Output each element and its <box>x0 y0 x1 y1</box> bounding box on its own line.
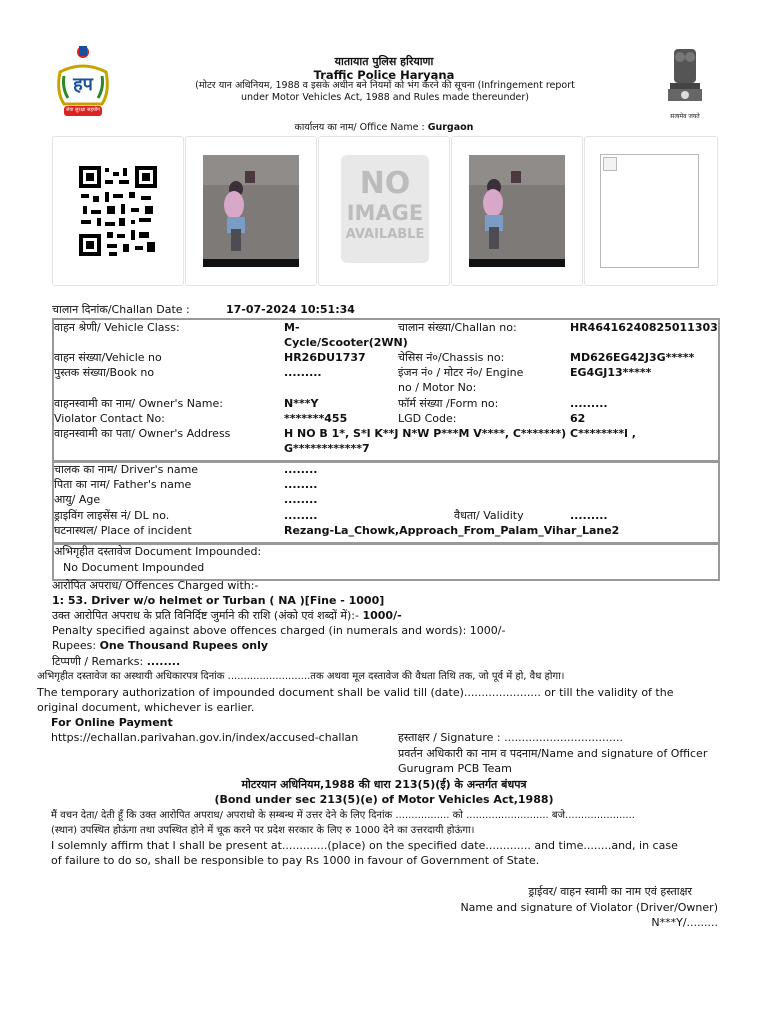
engine-label-2: no / Motor No: <box>398 381 477 394</box>
violation-photo-1-box <box>185 136 317 286</box>
fine-value: 1000/- <box>362 609 402 622</box>
remarks-line <box>52 654 180 669</box>
challan-date-value: 17-07-2024 10:51:34 <box>226 303 355 316</box>
lgd-code-label: LGD Code: <box>398 412 457 425</box>
bond-english-1: I solemnly affirm that I shall be present at.............(place) on the specified date............. and time........and, in case <box>51 839 678 852</box>
office-name <box>0 120 768 133</box>
officer-label: प्रवर्तन अधिकारी का नाम व पदनाम/Name and signature of Officer <box>398 747 708 760</box>
fine-line <box>52 608 402 623</box>
vehicle-class-value-1: M- <box>284 321 300 334</box>
lgd-code-value: 62 <box>570 412 586 425</box>
document-impounded-label: अभिगृहीत दस्तावेज Document Impounded: <box>54 545 262 558</box>
contact-label: Violator Contact No: <box>54 412 165 425</box>
engine-label-1: इंजन नं० / मोटर नं०/ Engine <box>398 366 524 379</box>
vehicle-no-value: HR26DU1737 <box>284 351 366 364</box>
fine-label: उक्त आरोपित अपराध के प्रति विनिर्दिष्ट जुर्माने की राशि (अंको एवं शब्दों में):- <box>52 609 363 622</box>
authorization-english-1: The temporary authorization of impounded document shall be valid till (date)...................... or till the validity of the <box>37 686 674 699</box>
chassis-value: MD626EG42J3G***** <box>570 351 695 364</box>
driver-name-label: चालक का नाम/ Driver's name <box>54 463 199 476</box>
title-hindi: यातायात पुलिस हरियाणा <box>334 55 434 68</box>
payment-url-link[interactable]: https://echallan.parivahan.gov.in/index/accused-challan <box>51 731 359 744</box>
left-logo-motto: सेवा सुरक्षा सहयोग <box>66 107 100 113</box>
qr-code-icon <box>79 166 157 256</box>
document-impounded-value: No Document Impounded <box>63 561 205 574</box>
violation-photo-2 <box>469 155 565 267</box>
owner-address-label: वाहनस्वामी का पता/ Owner's Address <box>54 427 231 440</box>
subtitle <box>170 80 600 104</box>
emblem-motto: सत्यमेव जयते <box>670 113 700 120</box>
offence-item-1: 1: 53. Driver w/o helmet or Turban ( NA )[Fine - 1000] <box>52 594 385 607</box>
violator-label-english: Name and signature of Violator (Driver/Owner) <box>460 901 718 914</box>
driver-name-value: ........ <box>284 463 318 476</box>
bond-heading-english: (Bond under sec 213(5)(e) of Motor Vehicles Act,1988) <box>214 793 554 806</box>
age-value: ........ <box>284 493 318 506</box>
rupees-value: One Thousand Rupees only <box>99 639 269 652</box>
bond-english-2: of failure to do so, shall be responsible to pay Rs 1000 in favour of Government of State. <box>51 854 540 867</box>
bond-hindi-1: मैं वचन देता/ देती हूँ कि उक्त आरोपित अपराध/ अपराधो के सम्बन्ध में उत्तर देने के लिए दिनांक ................. को .......................... बजे...................... <box>51 810 635 821</box>
subtitle-line-2: under Motor Vehicles Act, 1988 and Rules made thereunder) <box>241 92 529 103</box>
violation-photo-2-box <box>451 136 583 286</box>
no-image-line-3: AVAILABLE <box>345 227 425 242</box>
place-value: Rezang-La_Chowk,Approach_From_Palam_Vihar_Lane2 <box>284 524 620 537</box>
broken-image-box <box>584 136 718 286</box>
no-image-box <box>318 136 450 286</box>
validity-value: ......... <box>570 509 608 522</box>
dl-no-label: ड्राइविंग लाइसेंस नं/ DL no. <box>54 509 170 522</box>
remarks-value: ........ <box>146 655 181 668</box>
father-name-value: ........ <box>284 478 318 491</box>
owner-address-value-1: H NO B 1*, S*l K**J N*W P***M V****, C*******) C********l , <box>284 427 636 440</box>
subtitle-line-1: (मोटर यान अधिनियम, 1988 व इसके अधीन बने नियमों को भंग करने की सूचना (Infringement report <box>195 80 575 91</box>
vehicle-class-value-2: Cycle/Scooter(2WN) <box>284 336 408 349</box>
violation-photo-1 <box>203 155 299 267</box>
no-image-placeholder-icon <box>341 155 429 263</box>
no-image-line-2: IMAGE <box>346 201 424 225</box>
validity-label: वैधता/ Validity <box>454 509 524 522</box>
authorization-english-2: original document, whichever is earlier. <box>37 701 255 714</box>
challan-date-label: चालान दिनांक/Challan Date : <box>52 303 190 316</box>
place-label: घटनास्थल/ Place of incident <box>54 524 192 537</box>
age-label: आयु/ Age <box>54 493 101 506</box>
rupees-label: Rupees: <box>52 639 100 652</box>
qr-code-box <box>52 136 184 286</box>
bond-hindi-2: (स्थान) उपस्थित होऊंगा तथा उपस्थित होने में चूक करने पर प्रदेश सरकार के लिए रु 1000 देने का उत्तरदायी होऊंगा। <box>51 825 475 836</box>
bond-heading-hindi: मोटरयान अधिनियम,1988 की धारा 213(5)(ई) के अन्तर्गत बंधपत्र <box>241 778 527 791</box>
no-image-line-1: NO <box>359 166 411 201</box>
violator-name-value: N***Y/......... <box>651 916 718 929</box>
owner-address-value-2: G************7 <box>284 442 370 455</box>
online-payment-heading: For Online Payment <box>51 716 173 729</box>
remarks-label: टिप्पणी / Remarks: <box>52 655 147 668</box>
contact-value: *******455 <box>284 412 348 425</box>
form-no-label: फॉर्म संख्या /Form no: <box>398 397 499 410</box>
signature-line: हस्ताक्षर / Signature : .................................. <box>398 731 623 744</box>
vehicle-class-label: वाहन श्रेणी/ Vehicle Class: <box>54 321 180 334</box>
form-no-value: ......... <box>570 397 608 410</box>
vehicle-no-label: वाहन संख्या/Vehicle no <box>54 351 162 364</box>
left-logo-text: हप <box>73 74 93 95</box>
challan-no-value: HR46416240825011303 <box>570 321 718 334</box>
rupees-line <box>52 638 268 653</box>
title-english: Traffic Police Haryana <box>313 68 455 82</box>
book-no-label: पुस्तक संख्या/Book no <box>54 366 155 379</box>
office-label: कार्यालय का नाम/ Office Name : <box>294 122 428 133</box>
broken-image-icon <box>600 154 699 268</box>
violator-label-hindi: ड्राईवर/ वाहन स्वामी का नाम एवं हस्ताक्षर <box>528 885 692 898</box>
offences-label: आरोपित अपराध/ Offences Charged with:- <box>52 579 259 592</box>
owner-name-label: वाहनस्वामी का नाम/ Owner's Name: <box>54 397 223 410</box>
dl-no-value: ........ <box>284 509 318 522</box>
book-no-value: ......... <box>284 366 322 379</box>
authorization-hindi: अभिगृहीत दस्तावेज का अस्थायी अधिकारपत्र दिनांक ..........................तक अथवा मूल दस्तावेज की वैधता तिथि तक, जो पूर्व में हो, वैध होगा। <box>37 671 565 682</box>
office-value: Gurgaon <box>427 122 474 133</box>
father-name-label: पिता का नाम/ Father's name <box>54 478 192 491</box>
owner-name-value: N***Y <box>284 397 319 410</box>
officer-value: Gurugram PCB Team <box>398 762 512 775</box>
challan-no-label: चालान संख्या/Challan no: <box>398 321 517 334</box>
engine-value: EG4GJ13***** <box>570 366 652 379</box>
penalty-text: Penalty specified against above offences charged (in numerals and words): 1000/- <box>52 624 506 637</box>
chassis-label: चेसिस नं०/Chassis no: <box>398 351 505 364</box>
